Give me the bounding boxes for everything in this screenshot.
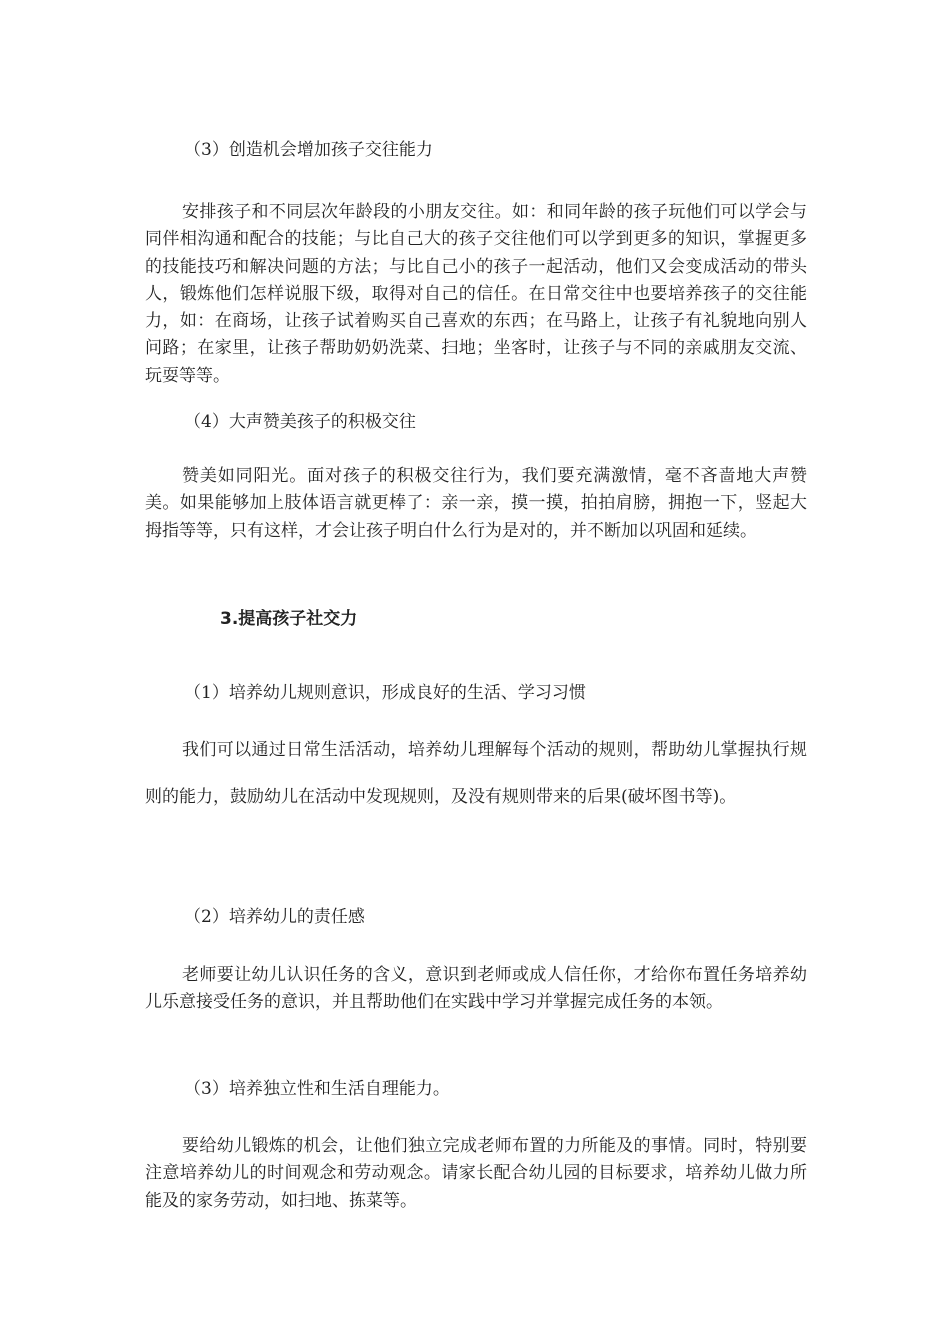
subheading-create-opportunities: （3）创造机会增加孩子交往能力 [184, 140, 433, 160]
section-heading-social-skills: 3.提高孩子社交力 [220, 609, 358, 629]
paragraph-arrange-interaction: 安排孩子和不同层次年龄段的小朋友交往。如：和同年龄的孩子玩他们可以学会与同伴相沟通和配合的技能；与比自己大的孩子交往他们可以学到更多的知识，掌握更多的技能技巧和解决问题的方法；与比自己小的孩子一起活动，他们又会变成活动的带头人，锻炼他们怎样说服下级，取得对自己的信任。在日常交往中也要培养孩子的交往能力，如：在商场，让孩子试着购买自己喜欢的东西；在马路上，让孩子有礼貌地向别人问路；在家里，让孩子帮助奶奶洗菜、扫地；坐客时，让孩子与不同的亲戚朋友交流、玩耍等等。 [145, 202, 807, 386]
paragraph-independence: 要给幼儿锻炼的机会，让他们独立完成老师布置的力所能及的事情。同时，特别要注意培养幼儿的时间观念和劳动观念。请家长配合幼儿园的目标要求，培养幼儿做力所能及的家务劳动，如扫地、拣菜等。 [145, 1136, 807, 1211]
paragraph-praise: 赞美如同阳光。面对孩子的积极交往行为，我们要充满激情，毫不吝啬地大声赞美。如果能够加上肢体语言就更棒了：亲一亲，摸一摸，拍拍肩膀，拥抱一下，竖起大拇指等等，只有这样，才会让孩子明白什么行为是对的，并不断加以巩固和延续。 [145, 466, 807, 541]
subheading-independence: （3）培养独立性和生活自理能力。 [184, 1079, 450, 1099]
subheading-responsibility: （2）培养幼儿的责任感 [184, 907, 365, 927]
paragraph-responsibility: 老师要让幼儿认识任务的含义，意识到老师或成人信任你，才给你布置任务培养幼儿乐意接受任务的意识，并且帮助他们在实践中学习并掌握完成任务的本领。 [145, 965, 807, 1013]
subheading-rule-awareness: （1）培养幼儿规则意识，形成良好的生活、学习习惯 [184, 683, 586, 703]
subheading-praise: （4）大声赞美孩子的积极交往 [184, 412, 416, 432]
paragraph-rules: 我们可以通过日常生活活动，培养幼儿理解每个活动的规则，帮助幼儿掌握执行规则的能力，鼓励幼儿在活动中发现规则，及没有规则带来的后果(破坏图书等)。 [145, 740, 807, 807]
